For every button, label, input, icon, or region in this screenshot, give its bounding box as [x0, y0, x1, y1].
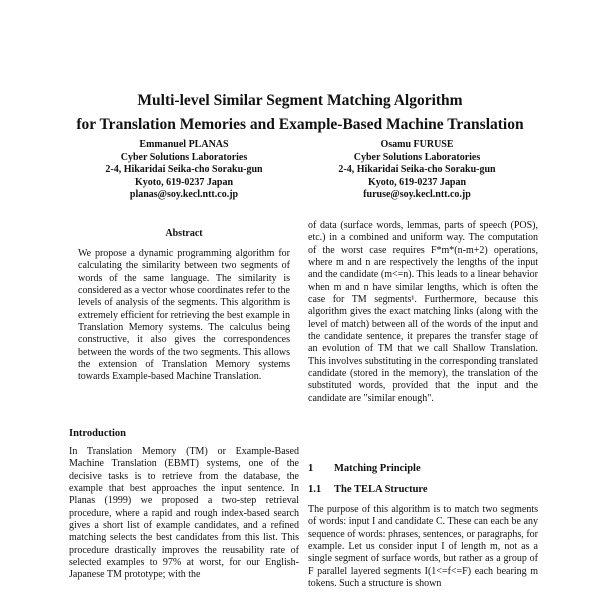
author-block-planas [69, 139, 299, 202]
author-address: 2-4, Hikaridai Seika-cho Soraku-gun [105, 164, 263, 175]
section-1-1-body [308, 504, 538, 590]
author-email: furuse@soy.kecl.ntt.co.jp [363, 189, 471, 200]
section-number: 1.1 [308, 484, 322, 495]
author-affiliation: Cyber Solutions Laboratories [120, 151, 248, 163]
introduction-text: In Translation Memory (TM) or Example-Based Machine Translation (EBMT) systems, one of the decisive tasks is to retrieve from the database, the example that best approaches the input sentence. In Planas (1999) we proposed a two-step retrieval procedure, where a rapid and rough index-based search gives a short list of example candidates, and a refined matching selects the best candidates from this list. This procedure drastically improves the reusability rate of selected examples to 97% at worst, for our English-Japanese TM prototype; with the [69, 446, 299, 581]
section-title: The TELA Structure [334, 484, 428, 495]
paper-title-line-2: for Translation Memories and Example-Based Machine Translation [76, 116, 524, 133]
author-address: 2-4, Hikaridai Seika-cho Soraku-gun [338, 164, 496, 175]
author-name: Emmanuel PLANAS [139, 139, 229, 150]
abstract-heading: Abstract [165, 228, 203, 239]
author-affiliation: Cyber Solutions Laboratories [353, 151, 481, 163]
section-number: 1 [308, 463, 314, 474]
introduction-body [69, 446, 299, 582]
author-city: Kyoto, 619-0237 Japan [367, 176, 467, 188]
section-1-1-text: The purpose of this algorithm is to match two segments of words: input I and candidate C. These can each be any sequence of words: phrases, sentences, or paragraphs, for example. Let us consider input I of length m, not as a single segment of surface words, but rather as a group of F parallel layered segments I(1<=f<=F) each bearing m tokens. Such a structure is shown [308, 504, 538, 590]
abstract-body [78, 248, 290, 384]
author-email: planas@soy.kecl.ntt.co.jp [129, 189, 239, 200]
right-column-text: of data (surface words, lemmas, parts of speech (POS), etc.) in a combined and uniform way. The computation of the worst case requires F*m*(n-m+2) operations, where m and n are respectively the lengths of the input and the candidate (m<=n). This leads to a linear behavior when m and n have similar lengths, which is often the case for TM segments¹. Furthermore, because this algorithm gives the exact matching links (along with the level of match) between all of the words of the input and the candidate sentence, it prepares the transfer stage of an evolution of TM that we call Shallow Translation. This involves substituting in the corresponding translated candidate (stored in the memory), the translation of the substituted words, provided that the input and the candidate are "similar enough". [308, 220, 538, 404]
section-1-heading [308, 463, 421, 474]
author-block-furuse [302, 139, 532, 202]
right-column-body [308, 220, 538, 405]
paper-title-line-1: Multi-level Similar Segment Matching Algorithm [137, 92, 463, 109]
author-city: Kyoto, 619-0237 Japan [134, 176, 234, 188]
introduction-heading: Introduction [69, 428, 126, 439]
abstract-text: We propose a dynamic programming algorithm for calculating the similarity between two segments of words of the same language. The similarity is considered as a vector whose coordinates refer to the levels of analysis of the segments. This algorithm is extremely efficient for retrieving the best example in Translation Memory systems. The calculus being constructive, it also gives the correspondences between the words of the two segments. This allows the extension of Translation Memory systems towards Example-based Machine Translation. [78, 248, 290, 383]
author-name: Osamu FURUSE [380, 139, 454, 150]
section-title: Matching Principle [334, 463, 421, 474]
section-1-1-heading [308, 484, 428, 495]
